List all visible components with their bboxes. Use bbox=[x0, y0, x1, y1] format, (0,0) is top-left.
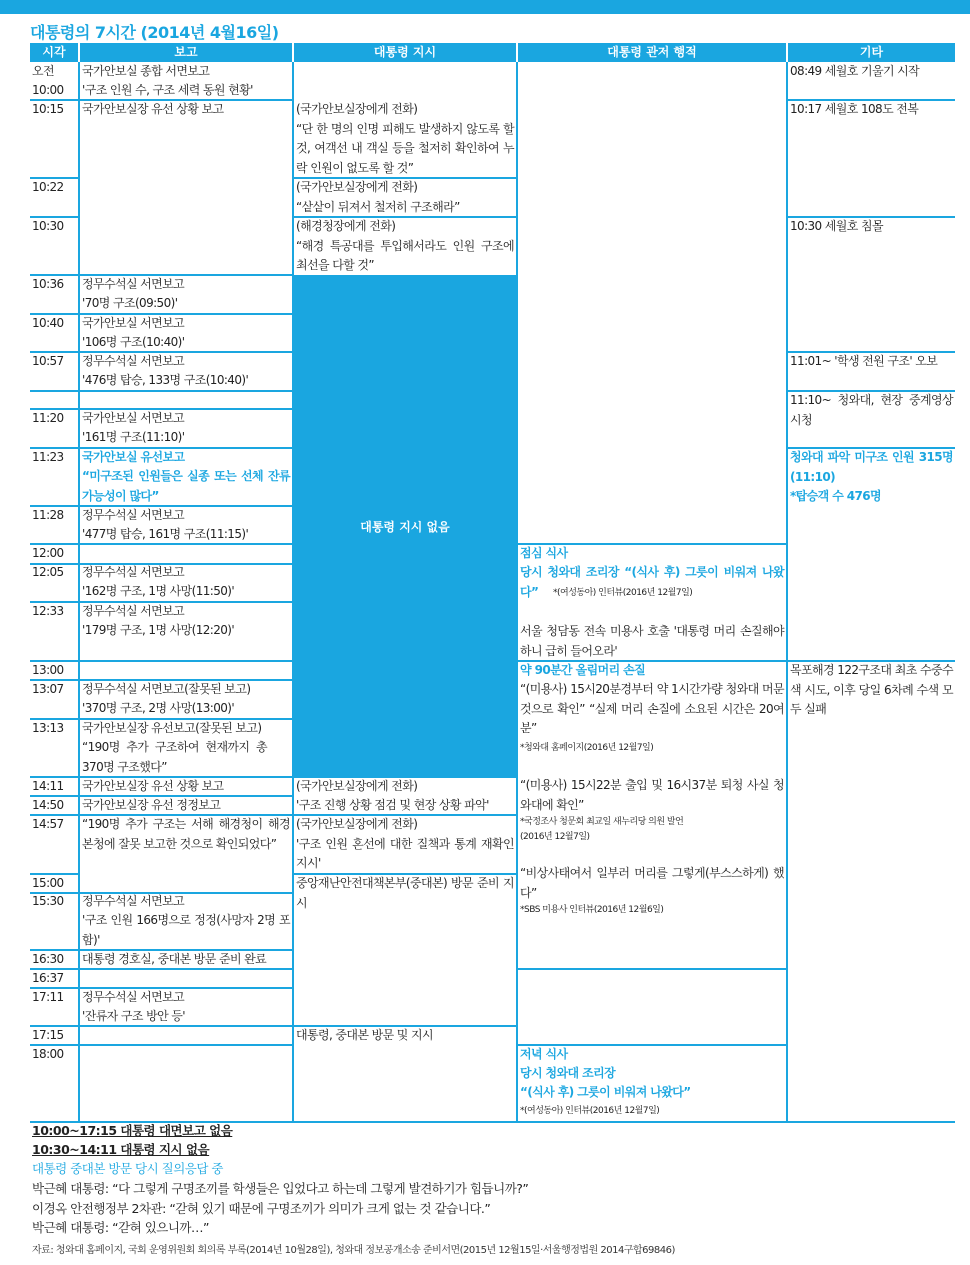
report-cell: '161명 구조(11:10)' bbox=[82, 430, 185, 444]
etc-cell-highlight: *탑승객 수 476명 bbox=[790, 489, 882, 503]
report-cell: 정무수석실 서면보고(잘못된 보고) bbox=[82, 682, 251, 696]
report-cell: '162명 구조, 1명 사망(11:50)' bbox=[82, 584, 235, 598]
time-cell: 15:30 bbox=[32, 894, 64, 908]
report-cell-highlight: “미구조된 인원들은 실종 또는 선체 잔류 가능성이 많다” bbox=[82, 469, 290, 503]
row-line bbox=[30, 1044, 294, 1046]
related-cell-highlight: 저녁 식사 bbox=[520, 1047, 568, 1061]
page-title: 대통령의 7시간 (2014년 4월16일) bbox=[30, 23, 279, 42]
report-cell: 정무수석실 서면보고 bbox=[82, 990, 185, 1004]
related-cell: 서울 청담동 전속 미용사 호출 '대통령 머리 손질해야 하니 급히 들어오라' bbox=[520, 624, 784, 658]
report-cell: 정무수석실 서면보고 bbox=[82, 604, 185, 618]
order-cell: '구조 진행 상황 점검 및 현장 상황 파악' bbox=[296, 798, 489, 812]
report-cell: '476명 탑승, 133명 구조(10:40)' bbox=[82, 373, 249, 387]
related-cell-highlight: 당시 청와대 조리장 bbox=[520, 1066, 616, 1080]
row-line bbox=[30, 660, 294, 662]
time-cell: 17:15 bbox=[32, 1028, 64, 1042]
etc-cell: 11:10~ 청와대, 현장 중계영상 시청 bbox=[790, 393, 953, 427]
time-cell: 11:20 bbox=[32, 411, 64, 425]
time-cell: 12:00 bbox=[32, 546, 64, 560]
time-cell: 17:11 bbox=[32, 990, 64, 1004]
report-cell: 국가안보실장 유선 상황 보고 bbox=[82, 779, 224, 793]
related-cell: “(미용사) 15시22분 출입 및 16시37분 퇴청 사실 청와대에 확인” bbox=[520, 778, 784, 812]
time-cell: 10:00 bbox=[32, 83, 64, 97]
divider-v-4 bbox=[786, 62, 788, 1121]
report-cell: 정무수석실 서면보고 bbox=[82, 565, 185, 579]
report-cell: '구조 인원 166명으로 정정(사망자 2명 포함)' bbox=[82, 913, 290, 947]
report-cell: '106명 구조(10:40)' bbox=[82, 335, 185, 349]
report-cell-highlight: 국가안보실 유선보고 bbox=[82, 450, 185, 464]
etc-cell: 10:30 세월호 침몰 bbox=[790, 219, 883, 233]
time-cell: 18:00 bbox=[32, 1047, 64, 1061]
order-cell: 중앙재난안전대책본부(중대본) 방문 준비 지시 bbox=[296, 876, 514, 910]
etc-cell: 10:17 세월호 108도 전복 bbox=[790, 102, 919, 116]
report-cell: “190명 추가 구조하여 현재까지 총 370명 구조했다” bbox=[82, 740, 267, 774]
time-cell: 오전 bbox=[32, 64, 54, 78]
time-cell: 16:30 bbox=[32, 952, 64, 966]
report-cell: 국가안보실장 유선 정정보고 bbox=[82, 798, 221, 812]
time-cell: 16:37 bbox=[32, 971, 64, 985]
report-cell: '70명 구조(09:50)' bbox=[82, 296, 178, 310]
report-cell: “190명 추가 구조는 서해 해경청이 해경 본청에 잘못 보고한 것으로 확인되었다” bbox=[82, 817, 290, 851]
report-cell: 정무수석실 서면보고 bbox=[82, 508, 185, 522]
related-cell-highlight: “(식사 후) 그릇이 비워져 나왔다” bbox=[520, 1085, 691, 1099]
related-source: *(여성동아) 인터뷰(2016년 12월7일) bbox=[553, 588, 693, 598]
time-cell: 12:05 bbox=[32, 565, 64, 579]
report-cell: 국가안보실장 유선보고(잘못된 보고) bbox=[82, 721, 262, 735]
etc-cell: 목포해경 122구조대 최초 수중수색 시도, 이후 당일 6차례 수색 모두 실패 bbox=[790, 663, 953, 716]
summary-line-3: 대통령 중대본 방문 당시 질의응답 중 bbox=[32, 1161, 223, 1176]
time-cell: 14:50 bbox=[32, 798, 64, 812]
order-cell: (해경청장에게 전화) “해경 특공대를 투입해서라도 인원 구조에 최선을 다할 것” bbox=[296, 219, 514, 272]
time-cell: 15:00 bbox=[32, 876, 64, 890]
time-cell: 10:40 bbox=[32, 316, 64, 330]
report-cell: '잔류자 구조 방안 등' bbox=[82, 1009, 185, 1023]
related-source: *(여성동아) 인터뷰(2016년 12월7일) bbox=[520, 1106, 660, 1116]
time-cell: 14:57 bbox=[32, 817, 64, 831]
report-cell: '370명 구조, 2명 사망(13:00)' bbox=[82, 701, 235, 715]
summary-line-2: 10:30~14:11 대통령 지시 없음 bbox=[32, 1142, 210, 1157]
summary-line-6: 박근혜 대통령: “갇혀 있으니까…” bbox=[32, 1220, 209, 1235]
divider-v-3 bbox=[516, 62, 518, 1121]
top-accent-bar bbox=[0, 0, 970, 14]
header-related: 대통령 관저 행적 bbox=[518, 43, 786, 62]
report-cell: 정무수석실 서면보고 bbox=[82, 894, 185, 908]
order-cell: (국가안보실장에게 전화) bbox=[296, 779, 418, 793]
etc-cell: 08:49 세월호 기울기 시작 bbox=[790, 64, 920, 78]
report-cell: 대통령 경호실, 중대본 방문 준비 완료 bbox=[82, 952, 267, 966]
order-cell: (국가안보실장에게 전화) “샅샅이 뒤져서 철저히 구조해라” bbox=[296, 180, 460, 214]
report-cell: '구조 인원 수, 구조 세력 동원 현황' bbox=[82, 83, 253, 97]
related-cell: “(미용사) 15시20분경부터 약 1시간가량 청와대 머문 것으로 확인” “실제 머리 손질에 소요된 시간은 20여 분” bbox=[520, 682, 784, 735]
etc-cell-highlight: 청와대 파악 미구조 인원 315명(11:10) bbox=[790, 450, 953, 484]
report-cell: 국가안보실 서면보고 bbox=[82, 316, 185, 330]
related-source: *SBS 미용사 인터뷰(2016년 12월6일) bbox=[520, 905, 664, 915]
time-cell: 12:33 bbox=[32, 604, 64, 618]
time-cell: 14:11 bbox=[32, 779, 64, 793]
related-source: *청와대 홈페이지(2016년 12월7일) bbox=[520, 743, 654, 753]
summary-line-4: 박근혜 대통령: “다 그렇게 구명조끼를 학생들은 입었다고 하는데 그렇게 발견하기가 힘듭니까?” bbox=[32, 1181, 529, 1196]
report-cell: 국가안보실 종합 서면보고 bbox=[82, 64, 210, 78]
etc-cell: 11:01~ '학생 전원 구조' 오보 bbox=[790, 354, 938, 368]
order-cell: 대통령, 중대본 방문 및 지시 bbox=[296, 1028, 433, 1042]
report-cell: 국가안보실장 유선 상황 보고 bbox=[82, 102, 224, 116]
divider-v-1 bbox=[78, 62, 80, 1121]
related-cell-highlight: 약 90분간 올림머리 손질 bbox=[520, 663, 646, 677]
report-cell: 정무수석실 서면보고 bbox=[82, 354, 185, 368]
summary-line-5: 이경옥 안전행정부 2차관: “갇혀 있기 때문에 구명조끼가 의미가 크게 없는 것 같습니다.” bbox=[32, 1201, 491, 1216]
related-source: *국정조사 청문회 최교일 새누리당 의원 발언 bbox=[520, 817, 684, 827]
time-cell: 13:00 bbox=[32, 663, 64, 677]
report-cell: '179명 구조, 1명 사망(12:20)' bbox=[82, 623, 235, 637]
order-cell: (국가안보실장에게 전화) '구조 인원 혼선에 대한 질책과 통계 재확인 지시' bbox=[296, 817, 514, 870]
time-cell: 13:07 bbox=[32, 682, 64, 696]
time-cell: 10:57 bbox=[32, 354, 64, 368]
related-cell-highlight: 점심 식사 bbox=[520, 546, 568, 560]
order-cell: (국가안보실장에게 전화) “단 한 명의 인명 피해도 발생하지 않도록 할 것, 여객선 내 객실 등을 철저히 확인하여 누락 인원이 없도록 할 것” bbox=[296, 102, 514, 175]
header-etc: 기타 bbox=[788, 43, 955, 62]
header-order: 대통령 지시 bbox=[294, 43, 516, 62]
header-report: 보고 bbox=[80, 43, 292, 62]
time-cell: 11:28 bbox=[32, 508, 64, 522]
time-cell: 11:23 bbox=[32, 450, 64, 464]
related-cell: “비상사태여서 일부러 머리를 그렇게(부스스하게) 했다” bbox=[520, 866, 784, 900]
time-cell: 10:36 bbox=[32, 277, 64, 291]
time-cell: 10:15 bbox=[32, 102, 64, 116]
report-cell: 정무수석실 서면보고 bbox=[82, 277, 185, 291]
related-cell-highlight: 당시 청와대 조리장 “(식사 후) 그릇이 비워져 나왔다” bbox=[520, 565, 784, 599]
header-time: 시각 bbox=[30, 43, 78, 62]
related-source: (2016년 12월7일) bbox=[520, 832, 590, 842]
time-cell: 10:22 bbox=[32, 180, 64, 194]
summary-line-1: 10:00~17:15 대통령 대면보고 없음 bbox=[32, 1123, 233, 1138]
report-cell: '477명 탑승, 161명 구조(11:15)' bbox=[82, 527, 249, 541]
report-cell: 국가안보실 서면보고 bbox=[82, 411, 185, 425]
source-note: 자료: 청와대 홈페이지, 국회 운영위원회 회의록 부록(2014년 10월28일), 청와대 정보공개소송 준비서면(2015년 12월15일·서울행정법원 2014구합69846) bbox=[32, 1245, 675, 1256]
time-cell: 10:30 bbox=[32, 219, 64, 233]
time-cell: 13:13 bbox=[32, 721, 64, 735]
row-line bbox=[516, 968, 788, 970]
no-order-block: 대통령 지시 없음 bbox=[294, 275, 516, 778]
